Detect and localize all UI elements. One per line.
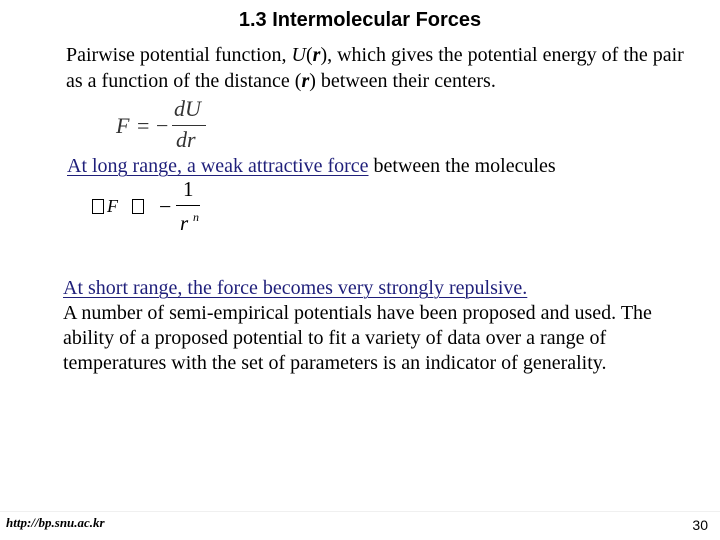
long-range-equation [92,178,212,240]
minus-sign: − [159,194,172,219]
minus-sign: − [156,113,169,138]
slide-title: 1.3 Intermolecular Forces [238,9,482,31]
equals-sign: = [137,113,150,138]
missing-glyph-icon [132,199,144,214]
numerator-one: 1 [183,177,194,201]
force-symbol: F [116,113,130,138]
long-range-link[interactable]: At long range, a weak attractive force [67,155,369,177]
footer-url[interactable]: http://bp.snu.ac.kr [6,515,105,530]
page-number: 30 [692,517,708,533]
short-range-paragraph [63,276,663,376]
force-var: F [107,196,118,216]
force-equation [114,96,214,156]
fraction-bar [172,125,206,126]
fraction-bar [176,205,200,206]
numerator-dU: dU [174,96,201,121]
denominator-r: r [180,211,189,235]
footer-divider [0,511,720,512]
long-range-line: At long range, a weak attractive force between the molecules [67,155,556,177]
body-text: A number of semi-empirical potentials have been proposed and used. The ability of a proposed potential to fit a variety of data over a range of temperatures with the set of parameters is an indicator of generality. [63,302,652,374]
intro-paragraph: Pairwise potential function, U(r), which gives the potential energy of the pair as a function of the distance (r) between their centers. [66,44,684,92]
denominator-dr: dr [176,127,196,152]
exponent-n: n [193,210,199,224]
short-range-link[interactable]: At short range, the force becomes very strongly repulsive. [63,277,528,299]
missing-glyph-icon [92,199,104,214]
